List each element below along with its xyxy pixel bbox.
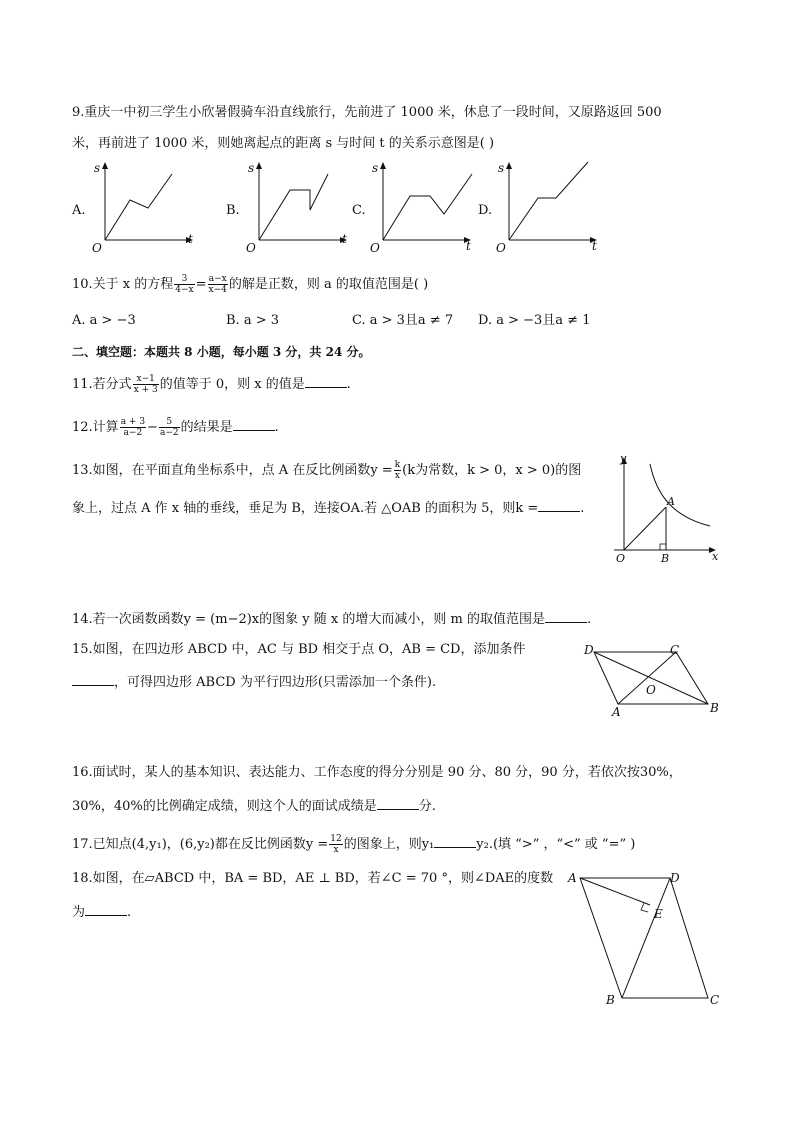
- q11-fraction: [133, 374, 159, 395]
- q11-prefix: 11.若分式: [72, 377, 132, 392]
- q15-figure: [580, 640, 730, 722]
- q13-fig-b: B: [661, 552, 670, 565]
- q11-answer-blank[interactable]: [305, 375, 347, 388]
- q9-graph-c-s: s: [372, 161, 379, 175]
- q9-option-b-label: B.: [226, 203, 240, 218]
- q13-answer-blank[interactable]: [538, 499, 580, 512]
- q13-prefix: 13.如图，在平面直角坐标系中，点 A 在反比例函数y =: [72, 463, 393, 478]
- q13-line1: [72, 460, 581, 481]
- q11-suffix: 的值等于 0，则 x 的值是: [159, 377, 305, 392]
- q10-fraction-1: [174, 274, 194, 295]
- q15-fig-d: D: [584, 643, 594, 657]
- q11-end: .: [346, 377, 351, 392]
- q14-line: [72, 610, 591, 629]
- q9-graph-b: [244, 160, 354, 255]
- q18-line2-text: 为: [72, 905, 86, 920]
- q9-option-a-label: A.: [72, 203, 86, 218]
- q16-line1: 16.面试时，某人的基本知识、表达能力、工作态度的得分分别是 90 分、80 分，90 分，若依次按30%，: [72, 765, 682, 780]
- section-title: 二、填空题：本题共 8 小题，每小题 3 分，共 24 分。: [72, 345, 371, 359]
- q15-fig-c: C: [670, 643, 680, 657]
- q18-end: .: [127, 905, 132, 920]
- q15-line1: 15.如图，在四边形 ABCD 中，AC 与 BD 相交于点 O，AB = CD，添加条件: [72, 642, 526, 657]
- q12-f2-den: a−2: [159, 428, 179, 438]
- q9-graph-a: [90, 160, 200, 255]
- q18-line1: 18.如图，在▱ABCD 中，BA = BD，AE ⊥ BD，若∠C = 70 °，则∠DAE的度数: [72, 871, 554, 886]
- q14-end: .: [586, 612, 592, 627]
- q10-f2-den: x−4: [208, 285, 227, 295]
- q9-graph-b-t: t: [342, 232, 347, 246]
- q18-fig-d: D: [670, 871, 680, 885]
- q18-fig-c: C: [710, 993, 720, 1007]
- q12-f2-num: 5: [159, 417, 180, 428]
- q16-end: 分.: [418, 799, 436, 814]
- q11-den: x + 3: [133, 385, 158, 395]
- q10-option-a: A. a > −3: [72, 313, 136, 328]
- q12-line: [72, 417, 279, 438]
- q9-graph-d-t: t: [592, 239, 597, 253]
- q9-graph-c-o: O: [370, 241, 380, 255]
- q9-graph-d-s: s: [498, 161, 505, 175]
- q9-graph-c-t: t: [466, 239, 471, 253]
- q13-fig-y: y: [620, 452, 627, 465]
- q10-option-d: D. a > −3且a ≠ 1: [478, 313, 591, 328]
- q10-fraction-2: [208, 274, 228, 295]
- q9-line1: 9.重庆一中初三学生小欣暑假骑车沿直线旅行，先前进了 1000 米，休息了一段时间，又原路返回 500: [72, 105, 662, 120]
- q18-line2: [72, 903, 131, 922]
- q13-figure: [614, 452, 724, 567]
- q17-prefix: 17.已知点(4,y₁)，(6,y₂)都在反比例函数y =: [72, 837, 329, 852]
- q18-fig-a: A: [568, 871, 577, 885]
- q13-end: .: [580, 501, 585, 516]
- q9-option-d-label: D.: [478, 203, 493, 218]
- q18-fig-b: B: [606, 993, 615, 1007]
- q10-f1-den: 4−x: [175, 285, 194, 295]
- q17-fraction: [329, 834, 342, 855]
- q13-line2-text: 象上，过点 A 作 x 轴的垂线，垂足为 B，连接OA.若 △OAB 的面积为 5，则k =: [72, 501, 539, 516]
- q12-fraction-2: [159, 417, 180, 438]
- q16-answer-blank[interactable]: [377, 797, 419, 810]
- q10-prefix: 10.关于 x 的方程: [72, 277, 174, 292]
- q18-figure: [566, 866, 726, 1011]
- q15-fig-a: A: [612, 705, 621, 719]
- q16-line2-text: 30%，40%的比例确定成绩，则这个人的面试成绩是: [72, 799, 377, 814]
- q15-fig-b: B: [710, 701, 719, 715]
- q13-num: k: [394, 460, 401, 470]
- q14-text: 14.若一次函数函数y = (m−2)x的图象 y 随 x 的增大而减小，则 m 的取值范围是: [72, 612, 545, 627]
- q15-answer-blank[interactable]: [72, 673, 114, 686]
- q17-den: x: [333, 845, 339, 855]
- q17-answer-blank[interactable]: [434, 835, 476, 848]
- q12-end: .: [274, 420, 279, 435]
- q9-graph-a-t: t: [188, 232, 193, 246]
- q12-prefix: 12.计算: [72, 420, 119, 435]
- q10-option-c: C. a > 3且a ≠ 7: [352, 313, 454, 328]
- q17-line: [72, 834, 635, 855]
- q15-line2-text: ，可得四边形 ABCD 为平行四边形(只需添加一个条件).: [114, 675, 437, 690]
- q13-fig-a: A: [667, 495, 675, 508]
- q10-suffix: 的解是正数，则 a 的取值范围是( ): [228, 277, 429, 292]
- q15-line2: [72, 673, 436, 692]
- q12-f1-den: a−2: [123, 428, 143, 438]
- q13-den: x: [394, 471, 400, 481]
- q10-f1-num: 3: [174, 274, 194, 285]
- q10-option-b: B. a > 3: [226, 313, 279, 328]
- q9-graph-d-o: O: [496, 241, 506, 255]
- q12-f1-num: a + 3: [120, 417, 146, 427]
- q9-graph-b-o: O: [246, 241, 256, 255]
- q9-option-c-label: C.: [352, 203, 366, 218]
- q12-answer-blank[interactable]: [233, 418, 275, 431]
- q18-answer-blank[interactable]: [85, 903, 127, 916]
- q12-suffix: 的结果是: [180, 420, 233, 435]
- q13-fraction: [394, 460, 401, 481]
- q13-suffix: (k为常数，k > 0，x > 0)的图: [402, 463, 582, 478]
- q17-mid: 的图象上，则y₁: [343, 837, 435, 852]
- q17-suffix: y₂.(填 “>” ，“<” 或 “=” ): [476, 837, 636, 852]
- q10-equals: =: [195, 277, 207, 292]
- q18-fig-e: E: [654, 907, 663, 921]
- q16-line2: [72, 797, 436, 816]
- q12-fraction-1: [120, 417, 146, 438]
- q12-minus: −: [147, 420, 158, 435]
- q9-graph-b-s: s: [248, 161, 255, 175]
- q9-line2: 米，再前进了 1000 米，则她离起点的距离 s 与时间 t 的关系示意图是( ): [72, 136, 495, 151]
- q10-f2-num: a−x: [208, 274, 227, 284]
- q17-num: 12: [330, 834, 342, 844]
- q9-graph-a-o: O: [92, 241, 102, 255]
- q11-num: x−1: [133, 374, 159, 385]
- q9-graph-d: [494, 160, 604, 255]
- q15-fig-o: O: [646, 683, 656, 697]
- q13-fig-x: x: [712, 550, 719, 563]
- q13-fig-o: O: [616, 552, 626, 565]
- q9-graph-c: [368, 160, 478, 255]
- q11-line: [72, 374, 351, 395]
- q9-graph-a-s: s: [94, 161, 101, 175]
- q14-answer-blank[interactable]: [545, 610, 587, 623]
- q10-line: [72, 274, 428, 295]
- q13-line2: [72, 499, 584, 518]
